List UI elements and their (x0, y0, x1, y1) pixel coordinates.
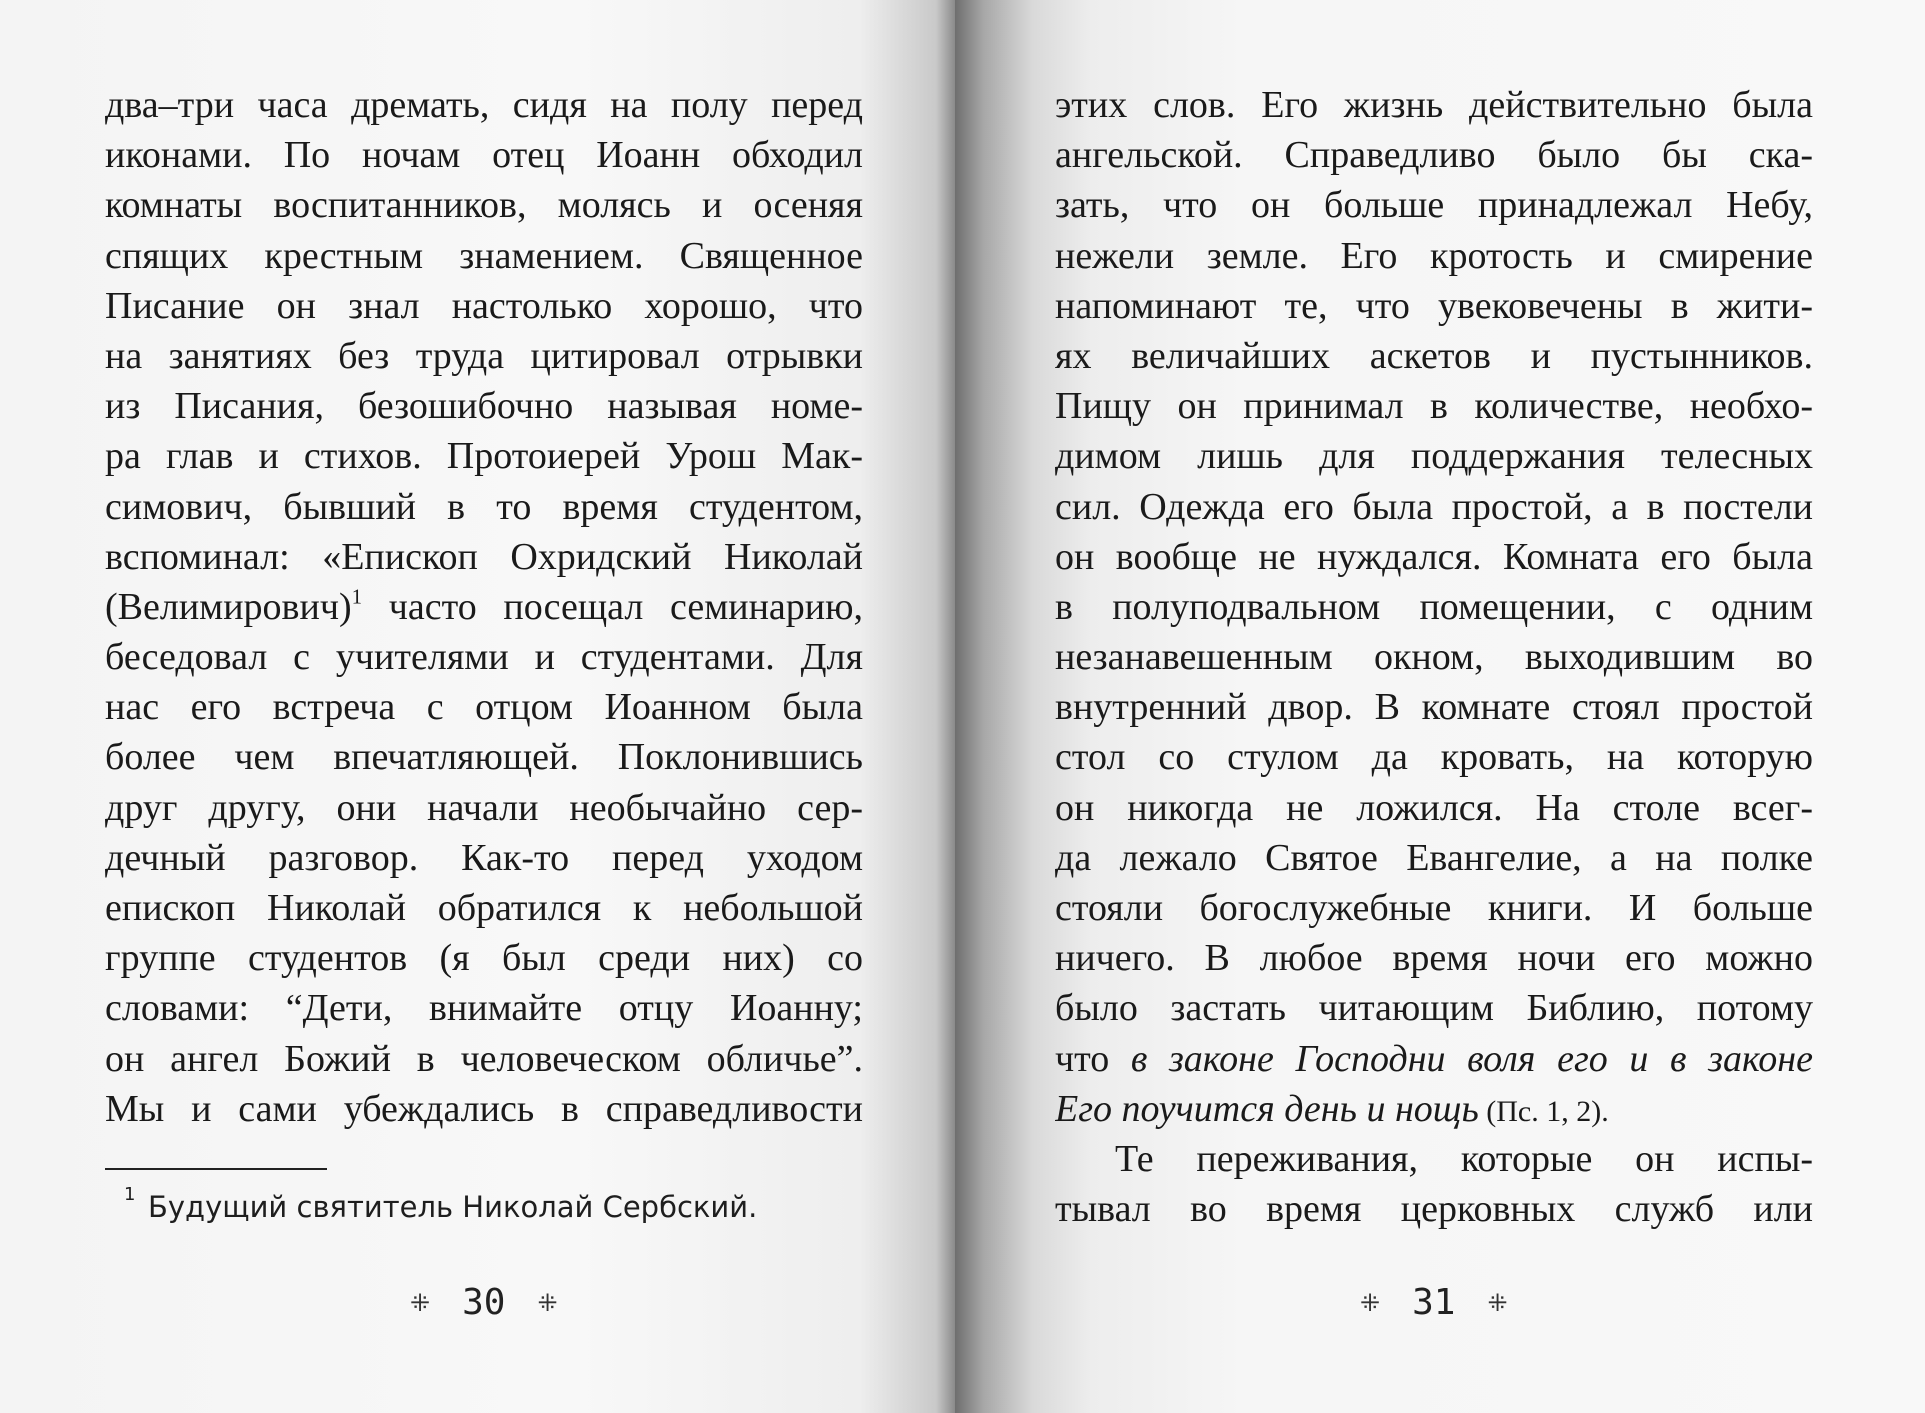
page-number-value: 30 (462, 1282, 506, 1323)
text-line: более чем впечатляющей. Поклонившись (105, 736, 863, 779)
footnote-text: Будущий святитель Николай Сербский. (148, 1190, 758, 1224)
text-line-with-footnote-ref (105, 582, 863, 632)
footnote-reference[interactable]: 1 (351, 584, 363, 609)
text-line: нас его встреча с отцом Иоанном была (105, 686, 863, 729)
text-line: димом лишь для поддержания телесных (1055, 435, 1813, 478)
text-line: он никогда не ложился. На столе всег- (1055, 786, 1813, 829)
text-line: стояли богослужебные книги. И больше (1055, 887, 1813, 929)
text-line: ра глав и стихов. Протоиерей Урош Мак- (105, 435, 863, 478)
text-line: вспоминал: «Епископ Охридский Николай (105, 535, 863, 578)
text-line: симович, бывший в то время студентом, (105, 485, 863, 528)
ornament-icon: ⁜ (1487, 1288, 1508, 1317)
text-line: ях величайших аскетов и пустынников. (1055, 334, 1813, 377)
text-line-with-quote (1055, 1034, 1813, 1084)
text-line: незанавешенным окном, выходившим во (1055, 636, 1813, 679)
ornament-icon: ⁜ (1360, 1288, 1381, 1317)
text-line: два–три часа дремать, сидя на полу перед (105, 84, 863, 126)
text-line: дечный разговор. Как-то перед уходом (105, 836, 863, 879)
ornament-icon: ⁜ (410, 1288, 431, 1317)
text-line: он вообще не нуждался. Комната его была (1055, 535, 1813, 578)
text-line-with-quote (1055, 1084, 1813, 1134)
text-line: епископ Николай обратился к небольшой (105, 887, 863, 929)
text-line: зать, что он больше принадлежал Небу, (1055, 184, 1813, 227)
text-line: напоминают те, что увековечены в жити- (1055, 284, 1813, 327)
scripture-quote: в законе Господни воля его и в законе (1130, 1037, 1813, 1080)
text-line: на занятиях без труда цитировал отрывки (105, 334, 863, 377)
right-page (955, 0, 1925, 1413)
text-line: было застать читающим Библию, потому (1055, 987, 1813, 1030)
text-line: беседовал с учителями и студентами. Для (105, 636, 863, 679)
text-line: из Писания, безошибочно называя номе- (105, 385, 863, 428)
left-page-body (105, 80, 863, 1134)
text-line: Мы и сами убеждались в справедливости (105, 1087, 863, 1130)
text-line: сил. Одежда его была простой, а в постели (1055, 485, 1813, 528)
text-line: друг другу, они начали необычайно сер- (105, 786, 863, 829)
text-line: ничего. В любое время ночи его можно (1055, 937, 1813, 980)
text-line: спящих крестным знамением. Священное (105, 234, 863, 277)
footnote-divider (105, 1168, 327, 1170)
text-line: Пищу он принимал в количестве, необхо- (1055, 385, 1813, 428)
text-line: Те переживания, которые он испы- (1115, 1137, 1813, 1180)
text-line: внутренний двор. В комнате стоял простой (1055, 686, 1813, 729)
text-line: он ангел Божий в человеческом обличье”. (105, 1037, 863, 1080)
text-line: Писание он знал настолько хорошо, что (105, 284, 863, 327)
text-line: ангельской. Справедливо было бы ска- (1055, 134, 1813, 177)
text-fragment: (Велимирович) (105, 585, 352, 628)
page-number-left (410, 1282, 558, 1323)
right-page-body (1055, 80, 1813, 1234)
text-line: нежели земле. Его кротость и смирение (1055, 234, 1813, 277)
text-fragment: часто посещал семинарию, (362, 585, 863, 628)
page-number-right (1360, 1282, 1508, 1323)
text-line: словами: “Дети, внимайте отцу Иоанну; (105, 987, 863, 1030)
text-line: стол со стулом да кровать, на которую (1055, 736, 1813, 779)
text-line: в полуподвальном помещении, с одним (1055, 585, 1813, 628)
scripture-reference: (Пс. 1, 2). (1478, 1094, 1609, 1128)
text-line: иконами. По ночам отец Иоанн обходил (105, 134, 863, 177)
text-fragment: что (1055, 1037, 1131, 1080)
scripture-quote: Его поучится день и нощь (1055, 1087, 1479, 1130)
text-line: да лежало Святое Евангелие, а на полке (1055, 836, 1813, 879)
left-page (0, 0, 955, 1413)
text-line: тывал во время церковных служб или (1055, 1188, 1813, 1231)
footnote-mark: 1 (124, 1184, 136, 1205)
ornament-icon: ⁜ (537, 1288, 558, 1317)
text-line: группе студентов (я был среди них) со (105, 937, 863, 980)
text-line: комнаты воспитанников, молясь и осеняя (105, 184, 863, 227)
page-number-value: 31 (1412, 1282, 1456, 1323)
footnote (124, 1184, 758, 1224)
text-line: этих слов. Его жизнь действительно была (1055, 84, 1813, 126)
